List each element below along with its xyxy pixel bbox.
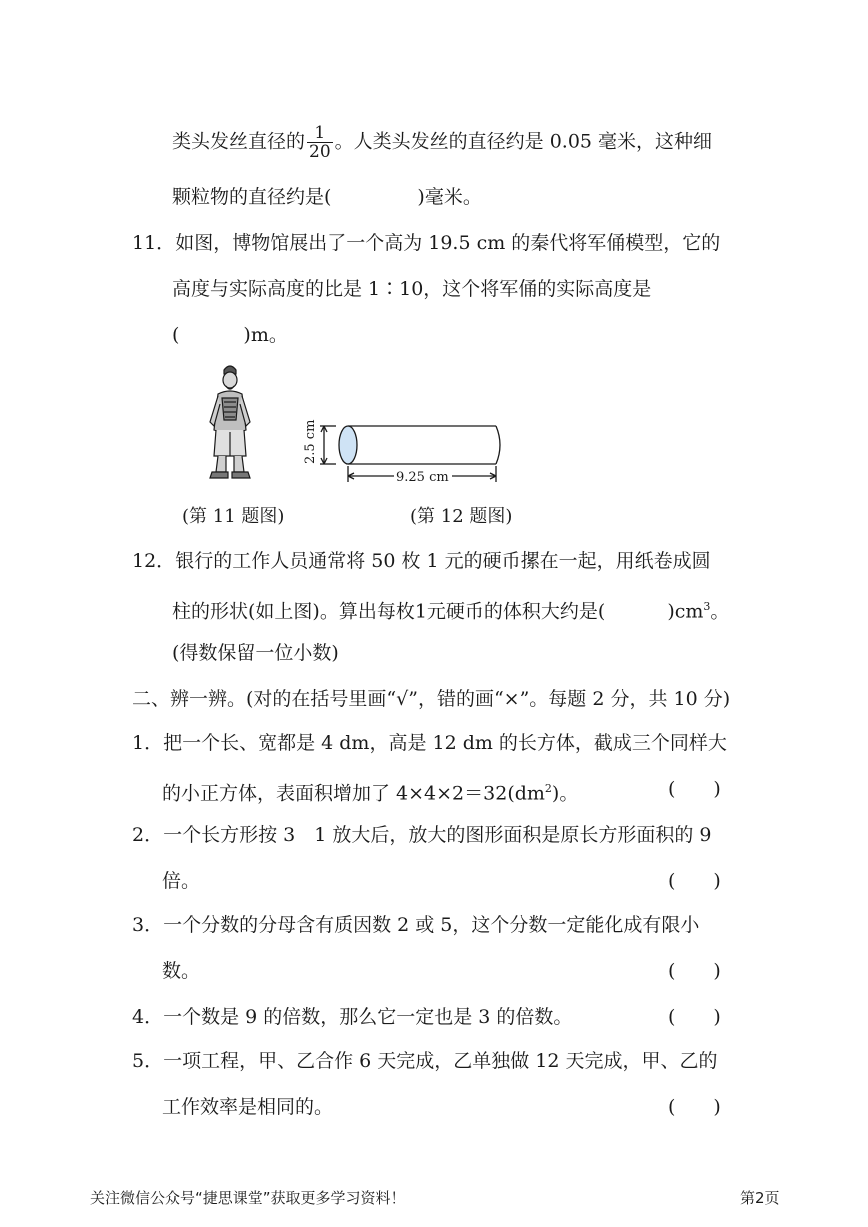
question-number: 1． <box>132 732 164 754</box>
judge-3-line1 <box>132 912 699 938</box>
square-superscript: 2 <box>544 782 552 795</box>
footer-promo: 关注微信公众号“捷思课堂”获取更多学习资料！ <box>90 1189 406 1207</box>
q10-line1 <box>172 124 712 161</box>
q11-line3-post: )m。 <box>243 324 288 346</box>
judge-2-line1 <box>132 822 711 848</box>
judge-4-answer-paren[interactable]: ( ) <box>668 1006 721 1028</box>
judge-5-line1 <box>132 1048 718 1074</box>
q10-line2-post: )毫米。 <box>417 186 482 208</box>
figure-12-caption: (第 12 题图) <box>410 506 513 527</box>
q10-line2-pre: 颗粒物的直径约是( <box>172 186 332 208</box>
judge-2-text-line1: 一个长方形按 3 1 放大后，放大的图形面积是原长方形面积的 9 <box>163 824 712 846</box>
q10-line2 <box>172 184 482 210</box>
judge-2-line2: 倍。 <box>162 870 201 892</box>
q12-line3 <box>172 640 339 666</box>
judge-5-text-line1: 一项工程，甲、乙合作 6 天完成，乙单独做 12 天完成，甲、乙的 <box>163 1050 718 1072</box>
judge-1-text-line1: 把一个长、宽都是 4 dm，高是 12 dm 的长方体，截成三个同样大 <box>163 732 727 754</box>
q12-text-line3: (得数保留一位小数) <box>172 642 339 664</box>
judge-3-line2: 数。 <box>162 960 201 982</box>
q12-text-line1: 银行的工作人员通常将 50 枚 1 元的硬币摞在一起，用纸卷成圆 <box>175 550 711 572</box>
question-number: 11． <box>132 232 176 254</box>
judge-1-line1 <box>132 730 727 756</box>
judge-1-answer-paren[interactable]: ( ) <box>668 778 721 800</box>
judge-5-answer-paren[interactable]: ( ) <box>668 1096 721 1118</box>
fraction-denominator: 20 <box>309 142 331 162</box>
judge-2-answer-paren[interactable]: ( ) <box>668 870 721 892</box>
q11-line2 <box>172 276 651 302</box>
cylinder-length-label: 9.25 cm <box>396 470 449 485</box>
judge-1-line2-pre: 的小正方体，表面积增加了 4×4×2＝32(dm <box>162 782 545 805</box>
q12-line1 <box>132 548 711 574</box>
terracotta-warrior-figure <box>200 360 260 488</box>
q12-line2-end: 。 <box>710 600 730 623</box>
question-number: 12． <box>132 550 176 572</box>
q11-line1 <box>132 230 720 256</box>
page-number: 第2页 <box>740 1189 780 1207</box>
judge-4-text-line1: 一个数是 9 的倍数，那么它一定也是 3 的倍数。 <box>163 1006 573 1028</box>
q11-text-line1: 如图，博物馆展出了一个高为 19.5 cm 的秦代将军俑模型，它的 <box>175 232 721 254</box>
q12-line2-post: )cm <box>667 600 704 623</box>
figure-11-caption: (第 11 题图) <box>182 506 285 527</box>
judge-3-answer-paren[interactable]: ( ) <box>668 960 721 982</box>
judge-1-line2 <box>162 776 578 806</box>
question-number: 5． <box>132 1050 164 1072</box>
question-number: 3． <box>132 914 164 936</box>
fraction-numerator: 1 <box>307 124 333 143</box>
judge-1-line2-post: )。 <box>551 782 579 805</box>
q12-line2 <box>172 594 729 624</box>
q12-line2-pre: 柱的形状(如上图)。算出每枚1元硬币的体积大约是( <box>172 600 606 623</box>
q10-line1-post: 。人类头发丝的直径约是 0.05 毫米，这种细 <box>334 130 713 153</box>
judge-4-line1 <box>132 1004 572 1030</box>
judge-5-line2: 工作效率是相同的。 <box>162 1096 334 1118</box>
question-number: 2． <box>132 824 164 846</box>
q11-text-line2: 高度与实际高度的比是 1∶10，这个将军俑的实际高度是 <box>172 278 652 300</box>
coin-cylinder-figure <box>296 414 506 488</box>
section-2-title: 二、辨一辨。(对的在括号里画“√”，错的画“×”。每题 2 分，共 10 分) <box>132 688 731 710</box>
cylinder-height-label: 2.5 cm <box>303 419 318 464</box>
fraction <box>307 124 333 161</box>
judge-3-text-line1: 一个分数的分母含有质因数 2 或 5，这个分数一定能化成有限小 <box>163 914 700 936</box>
cube-superscript: 3 <box>703 600 711 613</box>
question-number: 4． <box>132 1006 164 1028</box>
q11-line3 <box>172 322 288 348</box>
cylinder-left-face <box>339 426 357 464</box>
cylinder-right-end <box>496 426 500 464</box>
q10-line1-pre: 类头发丝直径的 <box>172 130 306 153</box>
q11-line3-pre: ( <box>172 324 180 346</box>
